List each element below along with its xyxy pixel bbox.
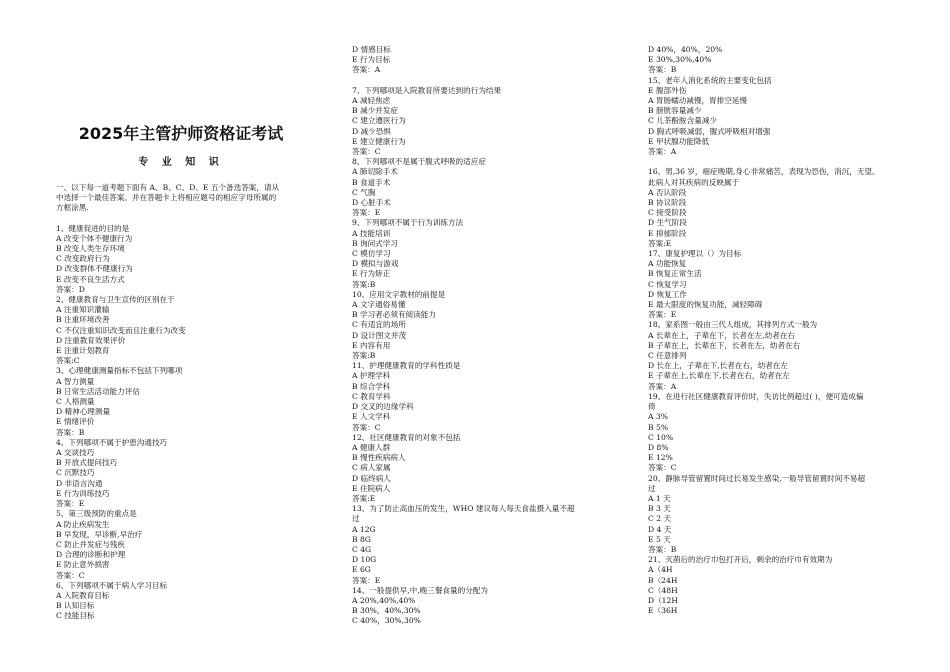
answer-line: 答案：C <box>56 570 85 580</box>
option-line: A 12G <box>352 524 376 534</box>
question-line: 15、老年人消化系统的主要变化包括 <box>648 75 772 85</box>
answer-line: 答案：E <box>648 310 677 320</box>
option-line: D 10G <box>352 555 377 565</box>
option-line: D（12H <box>648 595 678 605</box>
question-line: 14、一般提供早,中,晚三餐食量的分配为 <box>352 585 488 595</box>
option-line: A 长辈在上，子辈在下，长者在左,幼者在右 <box>648 330 795 340</box>
option-line: A 注重知识灌输 <box>56 305 110 315</box>
option-line: E 行为目标 <box>352 55 391 65</box>
option-line: A 改变个体不健康行为 <box>56 233 133 243</box>
question-line: 20、静脉导管留置时间过长易发生感染,一般导管留置时间不易超 <box>648 473 866 483</box>
answer-line: 答案:E <box>352 493 376 503</box>
option-line: E 子辈在上,长辈在下,长者在右，幼者在左 <box>648 371 790 381</box>
answer-line: 答案：E <box>352 208 381 218</box>
instruction-line: 一、以下每一道考题下面有 A、B、C、D、E 五个备选答案，请从 <box>56 183 280 192</box>
text-line: 此病人对其疾病的反映属于 <box>648 177 740 187</box>
question-line: 17、康复护理以（）为目标 <box>648 249 742 259</box>
option-line: E 住院病人 <box>352 483 391 493</box>
option-line: D 非语言沟通 <box>56 478 103 488</box>
option-line: C 气胸 <box>352 187 376 197</box>
option-line: E 建立健康行为 <box>352 136 406 146</box>
answer-line: 答案：B <box>56 427 85 437</box>
option-line: D 40%，40%，20% <box>648 45 723 54</box>
column-right <box>648 45 903 616</box>
option-line: D 胸式呼吸减弱，腹式呼吸相对增强 <box>648 126 771 136</box>
option-line: C 建立遵医行为 <box>352 116 406 126</box>
question-line: 7、下列哪项是入院教育所要达到的行为结果 <box>352 85 502 95</box>
option-line: C 不仅注重知识改变而且注重行为改变 <box>56 325 186 335</box>
option-line: A 减轻焦虑 <box>352 96 391 105</box>
option-line: E 行为矫正 <box>352 269 391 279</box>
option-line: A 交谈技巧 <box>56 448 95 458</box>
option-line: A 20%,40%,40% <box>352 595 416 605</box>
option-line: E 抑郁阶段 <box>648 228 687 238</box>
option-line: A 防止疾病发生 <box>56 519 110 529</box>
answer-line: 答案：A <box>648 147 677 157</box>
option-line: B 日常生活活动能力评估 <box>56 386 140 396</box>
option-line: E 6G <box>352 565 371 575</box>
option-line: B 综合学科 <box>352 381 391 391</box>
option-line: B 子辈在上，长辈在下，长者在左，幼者在右 <box>648 340 801 350</box>
option-line: B 协议阶段 <box>648 198 687 208</box>
question-line: 9、下列哪项不属于行为训练方法 <box>352 218 464 228</box>
option-line: D 4 天 <box>648 524 672 534</box>
question-line: 16、男,36 岁，癌症晚期,身心非常痛苦，表现为恐伤，消沉，无望。 <box>648 167 880 177</box>
option-line: B 8G <box>352 534 371 544</box>
text-line: 过 <box>352 514 360 524</box>
answer-line: 答案：B <box>648 65 677 75</box>
option-line: B 慢性疾病病人 <box>352 453 406 463</box>
option-line: D 改变群体不健康行为 <box>56 264 133 274</box>
option-line: B 恢复正常生活 <box>648 269 702 279</box>
instructions <box>56 183 306 214</box>
text-line <box>352 76 607 86</box>
option-line: B（24H <box>648 575 678 585</box>
option-line: B 学习者必须有阅读能力 <box>352 310 436 320</box>
option-line: A 文字通俗易懂 <box>352 300 406 310</box>
option-line: E 防止意外损害 <box>56 560 110 570</box>
question-line: 8、下列哪项不是属于腹式呼吸的适应症 <box>352 157 486 167</box>
option-line: B 早发现，早诊断,早治疗 <box>56 529 143 539</box>
question-line: 18、家系图一般由三代人组成，其排列方式一般为 <box>648 320 818 330</box>
option-line: D 精神心理测量 <box>56 407 111 417</box>
option-line: C 教育学科 <box>352 391 391 401</box>
option-line: B 食道手术 <box>352 177 391 187</box>
option-line: C 4G <box>352 544 372 554</box>
option-line: E 12% <box>648 453 673 463</box>
answer-line: 答案：C <box>352 147 381 157</box>
question-line: 13、为了防止高血压的发生，WHO 建议每人每天食盐摄入量不超 <box>352 504 575 514</box>
option-line: C 10% <box>648 432 674 442</box>
option-line: E 5 天 <box>648 534 671 544</box>
option-line: B 3 天 <box>648 504 671 514</box>
option-line: C 模仿学习 <box>352 249 391 259</box>
question-line: 3、心理健康测量指标不包括下列哪项 <box>56 366 183 376</box>
option-line: D 生气阶段 <box>648 218 687 228</box>
option-line: E 内容有用 <box>352 340 391 350</box>
column-left <box>56 183 306 622</box>
option-line: C 沉默技巧 <box>56 468 95 478</box>
option-line: D 减少恐惧 <box>352 126 391 136</box>
question-line: 6、下列哪项不属于病人学习目标 <box>56 580 168 590</box>
option-line: B 减少并发症 <box>352 106 398 116</box>
option-line: C 改变政府行为 <box>56 254 110 264</box>
question-line: 21、灭菌后的治疗巾包打开后，剩余的治疗巾有效期为 <box>648 555 833 565</box>
answer-line: 答案：C <box>352 422 381 432</box>
question-line: 19、在进行社区健康教育评价时，失访比例超过( )，便可造成偏 <box>648 391 864 401</box>
option-line: D 交叉的边缘学科 <box>352 402 414 412</box>
document-subtitle: 专 业 知 识 <box>138 157 224 168</box>
text-line: 过 <box>648 483 656 493</box>
question-line: 12、社区健康教育的对象不包括 <box>352 432 461 442</box>
option-line: A 胃肠蠕动减慢，胃排空延慢 <box>648 96 748 106</box>
option-line: A 否认阶段 <box>648 187 687 197</box>
option-line: E 注重计划教育 <box>56 346 110 356</box>
option-line: C 2 天 <box>648 514 672 524</box>
option-line: E 30%,30%,40% <box>648 55 712 65</box>
option-line: C 恢复学习 <box>648 279 687 289</box>
option-line: B 膀胱容量减少 <box>648 106 702 116</box>
option-line: D 模拟与游戏 <box>352 259 399 269</box>
option-line: B 认知目标 <box>56 601 95 611</box>
answer-line: 答案:C <box>56 356 80 366</box>
option-line: D 恢复工作 <box>648 289 687 299</box>
answer-line: 答案：C <box>648 463 677 473</box>
option-line: D 注重教育效果评价 <box>56 335 126 345</box>
option-line: E 情绪评价 <box>56 417 95 427</box>
option-line: B 询问式学习 <box>352 238 398 248</box>
option-line: A 护理学科 <box>352 371 391 381</box>
answer-line: 答案：A <box>352 65 381 75</box>
option-line: E 甲状腺功能降低 <box>648 136 710 146</box>
option-line: D 情感目标 <box>352 45 391 54</box>
option-line: C 病人家属 <box>352 463 391 473</box>
question-list-left <box>56 224 306 622</box>
option-line: C（48H <box>648 585 678 595</box>
option-line: D 合理的诊断和护理 <box>56 550 126 560</box>
answer-line: 答案:B <box>352 351 376 361</box>
option-line: B 改变人类生存环境 <box>56 244 125 254</box>
answer-line: 答案：B <box>648 544 677 554</box>
question-line: 5、第三级预防的重点是 <box>56 509 137 519</box>
question-line: 10、应用文字教材的前提是 <box>352 289 446 299</box>
option-line: A（4H <box>648 565 673 575</box>
option-line: D 心脏手术 <box>352 198 391 208</box>
option-line: D 8% <box>648 442 669 452</box>
option-line: E 行为训练技巧 <box>56 488 110 498</box>
option-line: C 儿茶酚胺含量减少 <box>648 116 717 126</box>
question-line: 11、护理健康教育的学科性质是 <box>352 361 461 371</box>
option-line: A 技能培训 <box>352 228 391 238</box>
option-line: E 人文学科 <box>352 412 391 422</box>
option-line: E 腹部外伤 <box>648 85 687 95</box>
question-list-middle <box>352 45 607 627</box>
option-line: E 改变不良生活方式 <box>56 274 125 284</box>
answer-line: 答案:B <box>352 279 376 289</box>
option-line: C 防止并发症与残疾 <box>56 539 125 549</box>
column-middle <box>352 45 607 627</box>
option-line: A 功能恢复 <box>648 259 687 269</box>
option-line: A 健康人群 <box>352 442 391 452</box>
option-line: A 3% <box>648 412 668 422</box>
answer-line: 答案：D <box>56 284 85 294</box>
text-line: 倚 <box>648 402 656 412</box>
option-line: B 开放式提问技巧 <box>56 458 118 468</box>
option-line: C 人格测量 <box>56 397 95 407</box>
option-line: B 注重环境改善 <box>56 315 110 325</box>
option-line: C 接受阶段 <box>648 208 687 218</box>
option-line: B 5% <box>648 422 669 432</box>
text-line <box>648 157 903 167</box>
question-line: 1、健康促进的目的是 <box>56 223 130 233</box>
option-line: E 最大限度的恢复功能，减轻障碍 <box>648 300 763 310</box>
option-line: C 有适宜的场所 <box>352 320 406 330</box>
question-line: 2、健康教育与卫生宣传的区别在于 <box>56 295 175 305</box>
option-line: A 智力测量 <box>56 376 95 386</box>
answer-line: 答案：A <box>648 381 677 391</box>
answer-line: 答案：E <box>352 575 381 585</box>
question-list-right <box>648 45 903 616</box>
answer-line: 答案：E <box>56 499 85 509</box>
option-line: B 30%，40%,30% <box>352 606 421 616</box>
question-line: 4、下列哪项不属于护患沟通技巧 <box>56 437 168 447</box>
option-line: E（36H <box>648 606 678 616</box>
option-line: C 任意排列 <box>648 351 687 361</box>
document-title: 2025年主管护师资格证考试 <box>78 124 284 143</box>
option-line: C 技能目标 <box>56 611 95 621</box>
option-line: D 设计图文并茂 <box>352 330 407 340</box>
option-line: A 肺切除手术 <box>352 167 398 177</box>
instruction-line: 中选择一个最佳答案。并在答题卡上将相应题号的相应字母所属的 <box>56 193 277 203</box>
option-line: A 1 天 <box>648 493 671 503</box>
instruction-line: 方框涂黑. <box>56 203 89 213</box>
answer-line: 答案:E <box>648 238 672 248</box>
option-line: A 入院教育目标 <box>56 590 110 600</box>
option-line: D 长在上，子辈在下,长者在右，幼者在左 <box>648 361 789 371</box>
option-line: D 临终病人 <box>352 473 391 483</box>
option-line: C 40%，30%,30% <box>352 616 421 626</box>
